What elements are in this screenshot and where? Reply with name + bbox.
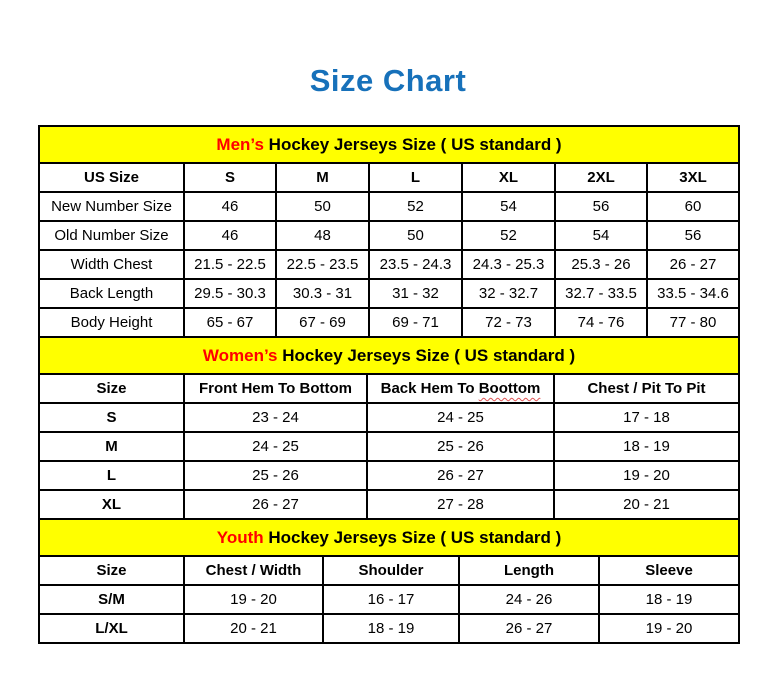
mens-data-row: [39, 308, 739, 337]
womens-row-label: M: [39, 432, 184, 461]
womens-value-cell: 17 - 18: [554, 403, 739, 432]
mens-value-cell: 77 - 80: [647, 308, 739, 337]
mens-header-row: [39, 163, 739, 192]
mens-column-header: 2XL: [555, 163, 647, 192]
mens-size-table: [38, 125, 740, 338]
youth-value-cell: 18 - 19: [323, 614, 459, 643]
womens-column-header: [367, 374, 554, 403]
mens-value-cell: 50: [369, 221, 462, 250]
youth-row-label: L/XL: [39, 614, 184, 643]
size-tables-container: [38, 125, 738, 644]
mens-value-cell: 65 - 67: [184, 308, 276, 337]
womens-value-cell: 19 - 20: [554, 461, 739, 490]
womens-data-row: [39, 490, 739, 519]
youth-banner-row: [39, 519, 739, 556]
mens-value-cell: 32 - 32.7: [462, 279, 555, 308]
youth-banner-text: Hockey Jerseys Size ( US standard ): [263, 527, 562, 547]
mens-row-label: Width Chest: [39, 250, 184, 279]
youth-value-cell: 16 - 17: [323, 585, 459, 614]
mens-value-cell: 52: [369, 192, 462, 221]
youth-column-header: Size: [39, 556, 184, 585]
mens-banner-text: Hockey Jerseys Size ( US standard ): [263, 134, 562, 154]
womens-row-label: XL: [39, 490, 184, 519]
mens-column-header: XL: [462, 163, 555, 192]
mens-value-cell: 31 - 32: [369, 279, 462, 308]
womens-data-row: [39, 432, 739, 461]
mens-value-cell: 56: [555, 192, 647, 221]
womens-value-cell: 24 - 25: [184, 432, 367, 461]
youth-data-row: [39, 585, 739, 614]
mens-row-label: Back Length: [39, 279, 184, 308]
mens-data-row: [39, 279, 739, 308]
youth-banner-highlight: Youth: [216, 527, 264, 547]
mens-value-cell: 26 - 27: [647, 250, 739, 279]
womens-column-header: Size: [39, 374, 184, 403]
womens-value-cell: 18 - 19: [554, 432, 739, 461]
womens-value-cell: 26 - 27: [184, 490, 367, 519]
youth-value-cell: 24 - 26: [459, 585, 599, 614]
womens-column-header: Chest / Pit To Pit: [554, 374, 739, 403]
header-text-prefix: Back Hem To: [380, 380, 479, 397]
womens-value-cell: 27 - 28: [367, 490, 554, 519]
womens-value-cell: 20 - 21: [554, 490, 739, 519]
youth-value-cell: 19 - 20: [184, 585, 323, 614]
mens-value-cell: 23.5 - 24.3: [369, 250, 462, 279]
mens-row-label: Body Height: [39, 308, 184, 337]
youth-column-header: Sleeve: [599, 556, 739, 585]
youth-column-header: Shoulder: [323, 556, 459, 585]
mens-value-cell: 74 - 76: [555, 308, 647, 337]
mens-value-cell: 69 - 71: [369, 308, 462, 337]
womens-value-cell: 23 - 24: [184, 403, 367, 432]
youth-value-cell: 20 - 21: [184, 614, 323, 643]
youth-header-row: [39, 556, 739, 585]
womens-header-row: [39, 374, 739, 403]
womens-banner-text: Hockey Jerseys Size ( US standard ): [277, 345, 576, 365]
mens-value-cell: 60: [647, 192, 739, 221]
mens-value-cell: 24.3 - 25.3: [462, 250, 555, 279]
mens-banner: [39, 126, 739, 163]
mens-banner-highlight: Men’s: [216, 134, 264, 154]
youth-value-cell: 18 - 19: [599, 585, 739, 614]
womens-banner: [39, 337, 739, 374]
mens-value-cell: 32.7 - 33.5: [555, 279, 647, 308]
mens-value-cell: 56: [647, 221, 739, 250]
mens-value-cell: 52: [462, 221, 555, 250]
womens-value-cell: 25 - 26: [367, 432, 554, 461]
youth-column-header: Length: [459, 556, 599, 585]
womens-data-row: [39, 461, 739, 490]
womens-data-row: [39, 403, 739, 432]
mens-row-label: New Number Size: [39, 192, 184, 221]
page-title: Size Chart: [309, 63, 467, 98]
womens-value-cell: 25 - 26: [184, 461, 367, 490]
mens-value-cell: 48: [276, 221, 369, 250]
youth-row-label: S/M: [39, 585, 184, 614]
youth-value-cell: 26 - 27: [459, 614, 599, 643]
mens-value-cell: 33.5 - 34.6: [647, 279, 739, 308]
mens-column-header: 3XL: [647, 163, 739, 192]
mens-value-cell: 22.5 - 23.5: [276, 250, 369, 279]
mens-value-cell: 29.5 - 30.3: [184, 279, 276, 308]
womens-column-header: Front Hem To Bottom: [184, 374, 367, 403]
mens-data-row: [39, 250, 739, 279]
youth-size-table: [38, 518, 740, 644]
youth-value-cell: 19 - 20: [599, 614, 739, 643]
womens-size-table: [38, 336, 740, 520]
youth-data-row: [39, 614, 739, 643]
womens-row-label: L: [39, 461, 184, 490]
mens-value-cell: 67 - 69: [276, 308, 369, 337]
womens-banner-row: [39, 337, 739, 374]
mens-column-header: M: [276, 163, 369, 192]
misspelled-word: Boottom: [478, 380, 541, 397]
mens-value-cell: 54: [555, 221, 647, 250]
mens-column-header: US Size: [39, 163, 184, 192]
mens-value-cell: 46: [184, 221, 276, 250]
youth-column-header: Chest / Width: [184, 556, 323, 585]
mens-column-header: S: [184, 163, 276, 192]
womens-row-label: S: [39, 403, 184, 432]
mens-value-cell: 72 - 73: [462, 308, 555, 337]
mens-value-cell: 21.5 - 22.5: [184, 250, 276, 279]
womens-value-cell: 24 - 25: [367, 403, 554, 432]
womens-banner-highlight: Women’s: [202, 345, 278, 365]
mens-column-header: L: [369, 163, 462, 192]
mens-value-cell: 46: [184, 192, 276, 221]
mens-data-row: [39, 221, 739, 250]
womens-value-cell: 26 - 27: [367, 461, 554, 490]
mens-value-cell: 54: [462, 192, 555, 221]
mens-banner-row: [39, 126, 739, 163]
mens-value-cell: 25.3 - 26: [555, 250, 647, 279]
mens-data-row: [39, 192, 739, 221]
youth-banner: [39, 519, 739, 556]
mens-row-label: Old Number Size: [39, 221, 184, 250]
mens-value-cell: 30.3 - 31: [276, 279, 369, 308]
mens-value-cell: 50: [276, 192, 369, 221]
